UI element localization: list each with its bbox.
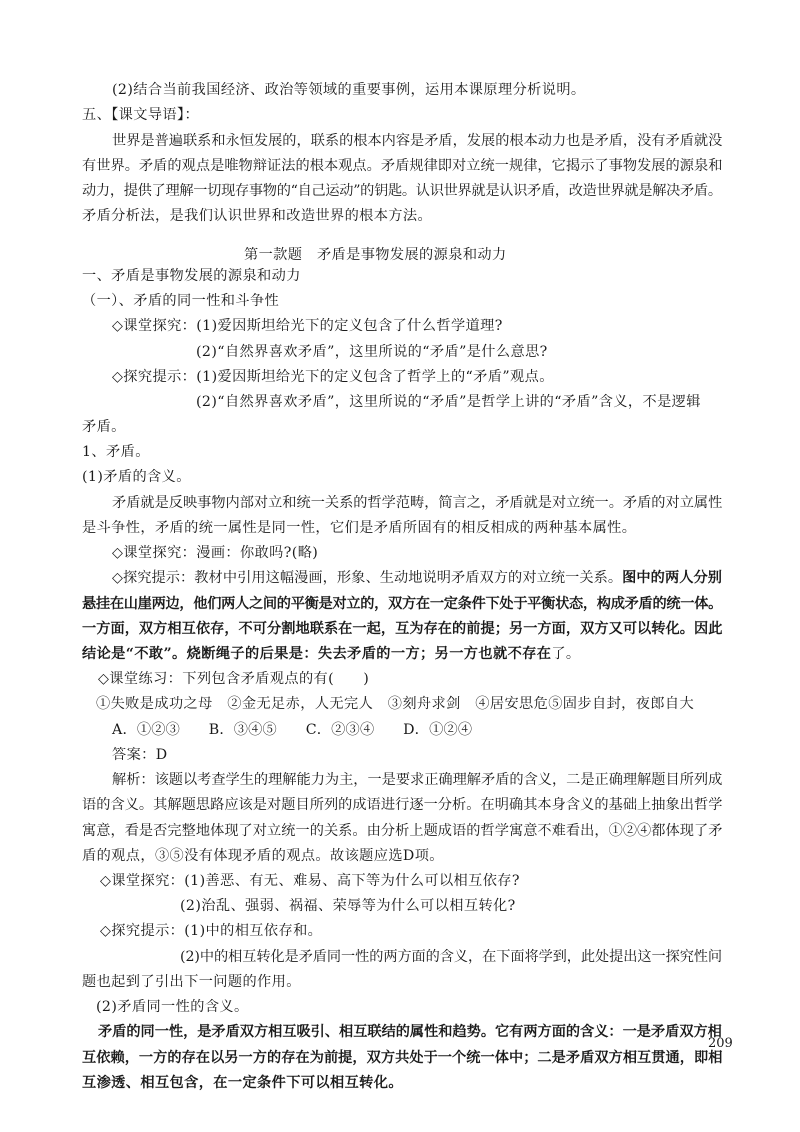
- chapter-title: 第一款题 矛盾是事物发展的源泉和动力: [244, 247, 507, 263]
- text-line: (2)治乱、强弱、祸福、荣辱等为什么可以相互转化?: [180, 898, 516, 914]
- text-bold: 结论是“不敢”。烧断绳子的后果是：失去矛盾的一方；另一方也就不存在: [82, 646, 552, 662]
- answer-line: 答案：D: [112, 747, 168, 763]
- page-number: 209: [708, 1036, 733, 1051]
- text-normal: 了。: [551, 646, 581, 662]
- text-line: (2)“自然界喜欢矛盾”，这里所说的“矛盾”是什么意思?: [196, 344, 548, 360]
- exercise-question: ◇课堂练习：下列包含矛盾观点的有( ): [98, 671, 370, 687]
- text-line: 是斗争性，矛盾的统一属性是同一性，它们是矛盾所固有的相反相成的两种基本属性。: [82, 520, 637, 536]
- text-line: (2)中的相互转化是矛盾同一性的两方面的含义，在下面将学到，此处提出这一探究性问: [180, 949, 723, 965]
- text-line: 矛盾就是反映事物内部对立和统一关系的哲学范畴，简言之，矛盾就是对立统一。矛盾的对立属性: [112, 495, 723, 511]
- text-normal: ◇探究提示：教材中引用这幅漫画，形象、生动地说明矛盾双方的对立统一关系。: [112, 570, 623, 586]
- section-heading: 五、【课文导语】：: [82, 107, 200, 123]
- text-line: ◇课堂探究：漫画：你敢吗?(略): [112, 545, 319, 561]
- text-line: (1)矛盾的含义。: [82, 469, 191, 485]
- text-line: ◇探究提示：(1)中的相互依存和。: [100, 923, 323, 939]
- exercise-options: A．①②③ B．③④⑤ C．②③④ D．①②④: [112, 722, 473, 738]
- subsection-heading: (2)矛盾同一性的含义。: [96, 999, 249, 1015]
- exercise-items: ①失败是成功之母 ②金无足赤，人无完人 ③刻舟求剑 ④居安思危⑤固步自封，夜郎自大: [96, 696, 695, 712]
- text-line: (2)“自然界喜欢矛盾”，这里所说的“矛盾”是哲学上讲的“矛盾”含义，不是逻辑: [196, 394, 701, 410]
- text-line: 矛盾分析法，是我们认识世界和改造世界的根本方法。: [82, 208, 433, 224]
- text-line: 世界是普遍联系和永恒发展的，联系的根本内容是矛盾，发展的根本动力也是矛盾，没有矛盾就没: [112, 133, 723, 149]
- text-line-bold: 互渗透、相互包含，在一定条件下可以相互转化。: [82, 1075, 403, 1091]
- text-bold: 图中的两人分别: [622, 570, 722, 586]
- text-line: 动力，提供了理解一切现存事物的“自己运动”的钥匙。认识世界就是认识矛盾，改造世界就是解决矛盾。: [82, 183, 722, 199]
- text-line: 解析：该题以考查学生的理解能力为主，一是要求正确理解矛盾的含义，二是正确理解题目所列成: [112, 772, 723, 788]
- text-line: 寓意，看是否完整地体现了对立统一的关系。由分析上题成语的哲学寓意不难看出，①②④都体现了矛: [82, 823, 723, 839]
- text-line: 1、矛盾。: [82, 444, 150, 460]
- text-line-bold: 悬挂在山崖两边，他们两人之间的平衡是对立的，双方在一定条件下处于平衡状态，构成矛盾的统一体。: [82, 596, 723, 612]
- text-line: ◇探究提示：(1)爱因斯坦给光下的定义包含了哲学上的“矛盾”观点。: [112, 369, 554, 385]
- text-line: [112, 568, 722, 588]
- text-line: 语的含义。其解题思路应该是对题目所列的成语进行逐一分析。在明确其本身含义的基础上抽象出哲学: [82, 797, 723, 813]
- text-line: [82, 644, 581, 664]
- text-line: 盾的观点，③⑤没有体现矛盾的观点。故该题应选D项。: [82, 848, 444, 864]
- text-line: (2)结合当前我国经济、政治等领域的重要事例，运用本课原理分析说明。: [112, 82, 586, 98]
- text-line: 有世界。矛盾的观点是唯物辩证法的根本观点。矛盾规律即对立统一规律，它揭示了事物发展的源泉和: [82, 158, 723, 174]
- text-line-bold: 互依赖，一方的存在以另一方的存在为前提，双方共处于一个统一体中；二是矛盾双方相互贯通，即相: [82, 1050, 723, 1066]
- text-line-bold: 矛盾的同一性，是矛盾双方相互吸引、相互联结的属性和趋势。它有两方面的含义：一是矛盾双方相: [98, 1024, 722, 1040]
- text-line: 矛盾。: [82, 419, 126, 435]
- subsection-heading: （一）、矛盾的同一性和斗争性: [82, 293, 280, 309]
- text-line: 题也起到了引出下一问题的作用。: [82, 974, 301, 990]
- text-line: ◇课堂探究：(1)爱因斯坦给光下的定义包含了什么哲学道理?: [112, 318, 503, 334]
- text-line: ◇课堂探究：(1)善恶、有无、难易、高下等为什么可以相互依存?: [100, 873, 520, 889]
- section-heading: 一、矛盾是事物发展的源泉和动力: [82, 268, 301, 284]
- text-line-bold: 一方面，双方相互依存，不可分割地联系在一起，互为存在的前提；另一方面，双方又可以转化。因此: [82, 621, 723, 637]
